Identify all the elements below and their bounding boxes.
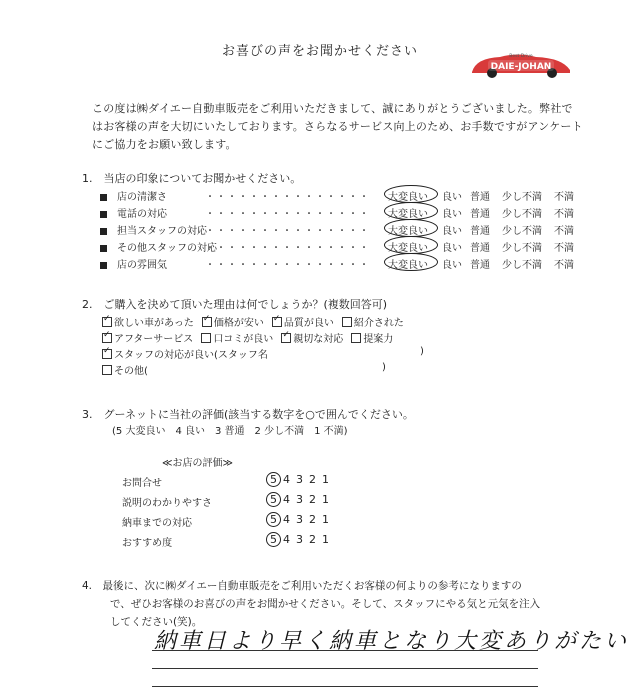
rating-number[interactable]: 4 — [283, 513, 296, 526]
q3-subheading: ≪お店の評価≫ — [162, 458, 233, 469]
reason-option[interactable] — [342, 318, 404, 329]
q1-option[interactable]: 良い — [442, 260, 462, 271]
rating-number[interactable]: 4 — [283, 533, 296, 546]
rating-number[interactable]: 3 — [296, 473, 309, 486]
q1-option[interactable]: 大変良い — [388, 243, 428, 254]
rating-numbers — [270, 493, 335, 506]
q1-option[interactable]: 普通 — [470, 243, 490, 254]
q3-item-label: おすすめ度 — [122, 538, 173, 549]
reason-option[interactable] — [102, 334, 193, 345]
q1-option[interactable]: 少し不満 — [502, 260, 542, 271]
selection-circle — [384, 253, 438, 271]
rating-circle — [266, 532, 281, 547]
rating-circle — [266, 472, 281, 487]
logo-text: DAIE-JOHAN — [490, 62, 552, 72]
q3-scale: (5 大変良い 4 良い 3 普通 2 少し不満 1 不満) — [112, 426, 348, 437]
reason-label: 提案力 — [363, 334, 394, 345]
rating-number[interactable]: 5 — [270, 533, 283, 546]
q2-heading: 2. ご購入を決めて頂いた理由は何でしょうか？(複数回答可) — [82, 298, 388, 311]
q1-option[interactable]: 良い — [442, 192, 462, 203]
reason-checkbox[interactable] — [342, 317, 352, 327]
rating-number[interactable]: 2 — [309, 513, 322, 526]
q2-line-4 — [102, 362, 148, 377]
selection-circle — [384, 236, 438, 254]
intro-line-1: この度は㈱ダイエー自動車販売をご利用いただきまして、誠にありがとうございました。弊社で — [92, 102, 573, 115]
q1-item-label: 店の雰囲気 — [117, 260, 167, 271]
q1-row — [100, 256, 574, 272]
q1-option[interactable]: 良い — [442, 209, 462, 220]
rating-number[interactable]: 2 — [309, 493, 322, 506]
q2-line-3 — [102, 346, 268, 361]
reason-label: 価格が安い — [213, 318, 264, 329]
q1-option[interactable]: 不満 — [554, 226, 574, 237]
q4-line-1: 4. 最後に、次に㈱ダイエー自動車販売をご利用いただくお客様の何よりの参考になりますの — [82, 580, 522, 592]
bullet-square-icon — [100, 211, 107, 218]
bullet-square-icon — [100, 228, 107, 235]
reason-checkbox[interactable] — [202, 317, 212, 327]
q2-line-2 — [102, 330, 401, 345]
q3-item-label: お問合せ — [122, 478, 162, 489]
reason-label: 口コミが良い — [213, 334, 274, 345]
q4-line-3: してください(笑)。 — [110, 616, 203, 628]
selection-circle — [384, 219, 438, 237]
rating-number[interactable]: 4 — [283, 473, 296, 486]
staff-checkbox[interactable] — [102, 349, 112, 359]
rating-number[interactable]: 3 — [296, 533, 309, 546]
answer-line-1 — [152, 650, 538, 651]
rating-number[interactable]: 5 — [270, 513, 283, 526]
bullet-square-icon — [100, 262, 107, 269]
rating-number[interactable]: 5 — [270, 493, 283, 506]
intro-line-3: にご協力をお願い致します。 — [92, 138, 237, 151]
q1-option[interactable]: 普通 — [470, 192, 490, 203]
reason-option[interactable] — [272, 318, 334, 329]
reason-option[interactable] — [351, 334, 393, 345]
other-label: その他( — [114, 366, 148, 377]
leader-dots: ・・・・・・・・・・・・・・・ — [205, 243, 370, 254]
other-checkbox[interactable] — [102, 365, 112, 375]
reason-option[interactable] — [202, 318, 264, 329]
bullet-square-icon — [100, 194, 107, 201]
q1-option[interactable]: 大変良い — [388, 226, 428, 237]
q1-option[interactable]: 大変良い — [388, 260, 428, 271]
leader-dots: ・・・・・・・・・・・・・・・ — [205, 226, 370, 237]
bullet-square-icon — [100, 245, 107, 252]
intro-line-2: はお客様の声を大切にいたしております。さらなるサービス向上のため、お手数ですがアンケート — [92, 120, 583, 133]
handwritten-answer: 納車日より早く納車となり大変ありがたい — [154, 629, 630, 654]
rating-number[interactable]: 1 — [322, 533, 335, 546]
q1-row — [100, 239, 574, 255]
reason-label: アフターサービス — [114, 334, 194, 345]
rating-number[interactable]: 1 — [322, 513, 335, 526]
reason-checkbox[interactable] — [201, 333, 211, 343]
page-title: お喜びの声をお聞かせください — [221, 44, 418, 59]
q1-option[interactable]: 少し不満 — [502, 192, 542, 203]
q1-option[interactable]: 大変良い — [388, 192, 428, 203]
other-close: ) — [382, 362, 386, 373]
q1-option[interactable]: 普通 — [470, 209, 490, 220]
selection-circle — [384, 202, 438, 220]
reason-label: 紹介された — [353, 318, 404, 329]
reason-label: 親切な対応 — [293, 334, 344, 345]
q1-item-label: その他スタッフの対応 — [117, 243, 217, 254]
q1-option[interactable]: 不満 — [554, 209, 574, 220]
reason-checkbox[interactable] — [102, 317, 112, 327]
rating-number[interactable]: 1 — [322, 493, 335, 506]
q3-item-label: 納車までの対応 — [122, 518, 192, 529]
company-logo — [466, 48, 576, 80]
leader-dots: ・・・・・・・・・・・・・・・ — [205, 192, 370, 203]
staff-close: ) — [420, 346, 424, 357]
rating-number[interactable]: 1 — [322, 473, 335, 486]
rating-number[interactable]: 5 — [270, 473, 283, 486]
reason-label: 品質が良い — [283, 318, 334, 329]
reason-option[interactable] — [201, 334, 273, 345]
rating-number[interactable]: 2 — [309, 533, 322, 546]
q4-line-2: で、ぜひお客様のお喜びの声をお聞かせください。そして、スタッフにやる気と元気を注入 — [110, 598, 541, 610]
q1-row — [100, 188, 574, 204]
q3-heading: 3. グーネットに当社の評価(該当する数字を○で囲んでください。 — [82, 408, 414, 421]
reason-checkbox[interactable] — [351, 333, 361, 343]
reason-checkbox[interactable] — [281, 333, 291, 343]
reason-option[interactable] — [102, 318, 194, 329]
q1-item-label: 店の清潔さ — [117, 192, 167, 203]
q1-row — [100, 205, 574, 221]
rating-numbers — [270, 473, 335, 486]
answer-line-2 — [152, 668, 538, 669]
rating-number[interactable]: 3 — [296, 493, 309, 506]
q1-option[interactable]: 良い — [442, 226, 462, 237]
rating-number[interactable]: 4 — [283, 493, 296, 506]
leader-dots: ・・・・・・・・・・・・・・・ — [205, 209, 370, 220]
answer-line-3 — [152, 686, 538, 687]
q1-item-label: 担当スタッフの対応 — [117, 226, 207, 237]
reason-option[interactable] — [281, 334, 343, 345]
rating-number[interactable]: 3 — [296, 513, 309, 526]
q1-row — [100, 222, 574, 238]
q1-option[interactable]: 不満 — [554, 260, 574, 271]
q1-option[interactable]: 良い — [442, 243, 462, 254]
rating-numbers — [270, 513, 335, 526]
leader-dots: ・・・・・・・・・・・・・・・ — [205, 260, 370, 271]
reason-checkbox[interactable] — [102, 333, 112, 343]
logo-small-text: Best Drive — [509, 54, 533, 59]
q1-item-label: 電話の対応 — [117, 209, 167, 220]
selection-circle — [384, 185, 438, 203]
q1-option[interactable]: 少し不満 — [502, 209, 542, 220]
rating-circle — [266, 512, 281, 527]
rating-numbers — [270, 533, 335, 546]
reason-label: 欲しい車があった — [114, 318, 194, 329]
reason-checkbox[interactable] — [272, 317, 282, 327]
rating-circle — [266, 492, 281, 507]
q3-item-label: 説明のわかりやすさ — [122, 498, 212, 509]
q1-option[interactable]: 普通 — [470, 260, 490, 271]
rating-number[interactable]: 2 — [309, 473, 322, 486]
q1-option[interactable]: 不満 — [554, 192, 574, 203]
q1-option[interactable]: 普通 — [470, 226, 490, 237]
q1-option[interactable]: 少し不満 — [502, 243, 542, 254]
q1-option[interactable]: 大変良い — [388, 209, 428, 220]
q2-line-1 — [102, 314, 412, 329]
staff-label: スタッフの対応が良い(スタッフ名 — [114, 350, 268, 361]
q1-option[interactable]: 不満 — [554, 243, 574, 254]
q1-option[interactable]: 少し不満 — [502, 226, 542, 237]
q1-heading: 1. 当店の印象についてお聞かせください。 — [82, 172, 302, 185]
